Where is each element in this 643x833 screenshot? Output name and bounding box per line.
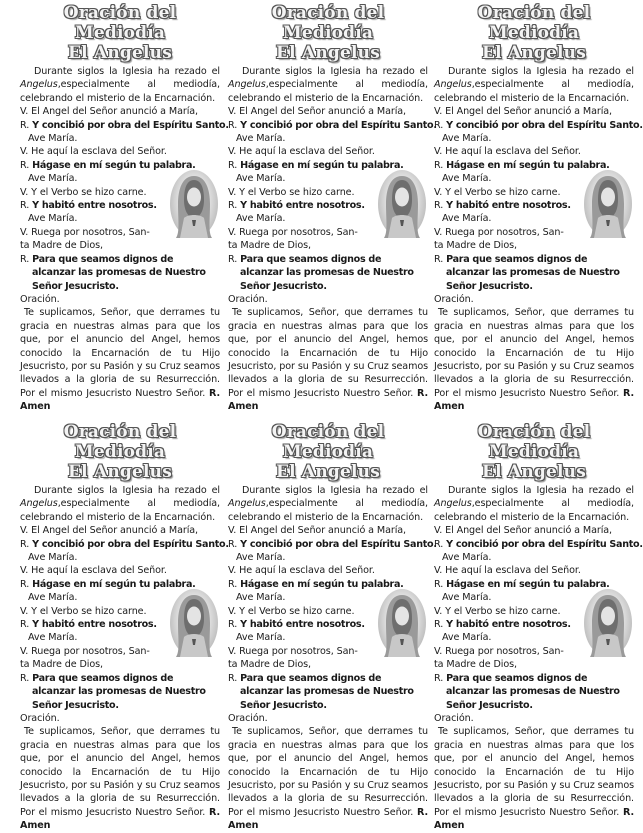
closing-prayer <box>228 725 428 832</box>
response-4-end <box>20 280 220 293</box>
response-text: alcanzar las promesas de Nuestro <box>446 267 620 279</box>
versicle-1: V. El Angel del Señor anunció a María, <box>20 106 198 118</box>
response-prefix: R. <box>434 119 444 131</box>
response-text: alcanzar las promesas de Nuestro <box>240 686 414 698</box>
intro-angelus-word: Angelus <box>20 79 58 91</box>
response-text: Y habitó entre nosotros. <box>240 619 365 631</box>
response-text: Para que seamos dignos de <box>240 253 382 265</box>
versicle-4-cont: ta Madre de Dios, <box>434 659 517 671</box>
intro-text-end: ,especialmente al mediodía, celebrando el misterio de la Encarnación. <box>434 79 634 104</box>
ave-maria-2: Ave María. <box>442 592 492 604</box>
oracion-heading: Oración. <box>228 293 268 305</box>
response-1 <box>434 538 643 551</box>
virgin-mary-icon <box>170 589 218 657</box>
versicle-4: V. Ruega por nosotros, San- <box>20 226 150 238</box>
intro-text-end: ,especialmente al mediodía, celebrando el misterio de la Encarnación. <box>228 498 428 523</box>
versicle-2: V. He aquí la esclava del Señor. <box>20 565 167 577</box>
closing-prayer <box>20 725 220 832</box>
prayer-text: Te suplicamos, Señor, que derrames tu gracia en nuestras almas para que los que, por el anuncio del Angel, hemos conocido la Encarnación de tu Hijo Jesucristo, por su Pasión y su Cruz seamos llevados a la gloria de su Resurrección. Por el mismo Jesucristo Nuestro Señor. <box>20 726 220 818</box>
prayer-card <box>228 3 437 413</box>
response-prefix: R. <box>20 578 30 590</box>
response-4 <box>228 672 428 685</box>
ave-maria-2: Ave María. <box>442 173 492 185</box>
prayer-text: Te suplicamos, Señor, que derrames tu gracia en nuestras almas para que los que, por el anuncio del Angel, hemos conocido la Encarnación de tu Hijo Jesucristo, por su Pasión y su Cruz seamos llevados a la gloria de su Resurrección. Por el mismo Jesucristo Nuestro Señor. <box>228 307 428 399</box>
ave-maria-1: Ave María. <box>442 133 492 145</box>
versicle-2: V. He aquí la esclava del Señor. <box>434 565 581 577</box>
ave-maria-1: Ave María. <box>236 552 286 564</box>
versicle-3: V. Y el Verbo se hizo carne. <box>20 186 147 198</box>
prayer-card <box>434 3 643 413</box>
intro-paragraph <box>434 65 634 105</box>
response-text: Señor Jesucristo. <box>240 699 327 711</box>
ave-maria-3: Ave María. <box>442 213 492 225</box>
card-title: Oración del Mediodía <box>63 3 177 43</box>
intro-text: Durante siglos la Iglesia ha rezado el <box>242 66 428 77</box>
response-text: Para que seamos dignos de <box>32 253 174 265</box>
response-1 <box>20 119 229 132</box>
response-prefix: R. <box>228 253 238 265</box>
response-prefix: R. <box>228 159 238 171</box>
card-subtitle: El Angelus <box>276 43 380 63</box>
response-4-cont <box>20 685 220 698</box>
intro-paragraph <box>434 484 634 524</box>
ave-maria-2: Ave María. <box>28 592 78 604</box>
closing-prayer <box>20 306 220 413</box>
intro-paragraph <box>228 484 428 524</box>
response-1 <box>228 538 437 551</box>
response-text: Y habitó entre nosotros. <box>32 200 157 212</box>
versicle-4-cont: ta Madre de Dios, <box>434 240 517 252</box>
response-text: Señor Jesucristo. <box>446 280 533 292</box>
intro-angelus-word: Angelus <box>20 498 58 510</box>
closing-prayer <box>228 306 428 413</box>
response-1 <box>20 538 229 551</box>
versicle-2: V. He aquí la esclava del Señor. <box>434 146 581 158</box>
card-subtitle: El Angelus <box>482 43 586 63</box>
response-text: Hágase en mí según tu palabra. <box>240 159 404 171</box>
versicle-1: V. El Angel del Señor anunció a María, <box>228 106 406 118</box>
intro-paragraph <box>228 65 428 105</box>
response-text: Señor Jesucristo. <box>240 280 327 292</box>
amen-response: R. Amen <box>434 806 635 832</box>
response-prefix: R. <box>434 200 444 212</box>
response-4 <box>20 253 220 266</box>
virgin-mary-icon <box>584 170 632 238</box>
response-4 <box>228 253 428 266</box>
intro-text-end: ,especialmente al mediodía, celebrando el misterio de la Encarnación. <box>434 498 634 523</box>
response-4-cont <box>434 685 634 698</box>
versicle-4: V. Ruega por nosotros, San- <box>20 645 150 657</box>
oracion-heading: Oración. <box>434 712 474 724</box>
ave-maria-2: Ave María. <box>236 173 286 185</box>
intro-paragraph <box>20 65 220 105</box>
versicle-2: V. He aquí la esclava del Señor. <box>228 146 375 158</box>
intro-text: Durante siglos la Iglesia ha rezado el <box>242 485 428 496</box>
response-text: Y habitó entre nosotros. <box>32 619 157 631</box>
response-text: Hágase en mí según tu palabra. <box>32 578 196 590</box>
response-4 <box>434 253 634 266</box>
response-text: Y habitó entre nosotros. <box>446 200 571 212</box>
response-text: Hágase en mí según tu palabra. <box>446 159 610 171</box>
amen-response: R. Amen <box>20 387 221 413</box>
virgin-mary-image <box>378 589 426 657</box>
response-prefix: R. <box>20 672 30 684</box>
amen-response: R. Amen <box>20 806 221 832</box>
prayer-card <box>434 422 643 832</box>
versicle-3: V. Y el Verbo se hizo carne. <box>434 186 561 198</box>
response-4 <box>434 672 634 685</box>
response-text: Para que seamos dignos de <box>446 672 588 684</box>
card-subtitle: El Angelus <box>68 43 172 63</box>
response-4-end <box>228 699 428 712</box>
ave-maria-3: Ave María. <box>442 632 492 644</box>
intro-angelus-word: Angelus <box>434 79 472 91</box>
card-title: Oración del Mediodía <box>271 422 385 462</box>
versicle-3: V. Y el Verbo se hizo carne. <box>228 186 355 198</box>
response-prefix: R. <box>228 119 238 131</box>
ave-maria-2: Ave María. <box>28 173 78 185</box>
versicle-4-cont: ta Madre de Dios, <box>228 240 311 252</box>
response-text: alcanzar las promesas de Nuestro <box>240 267 414 279</box>
response-text: Señor Jesucristo. <box>32 699 119 711</box>
prayer-text: Te suplicamos, Señor, que derrames tu gracia en nuestras almas para que los que, por el anuncio del Angel, hemos conocido la Encarnación de tu Hijo Jesucristo, por su Pasión y su Cruz seamos llevados a la gloria de su Resurrección. Por el mismo Jesucristo Nuestro Señor. <box>434 726 634 818</box>
response-text: Y concibió por obra del Espíritu Santo. <box>240 538 437 550</box>
ave-maria-3: Ave María. <box>28 213 78 225</box>
versicle-2: V. He aquí la esclava del Señor. <box>20 146 167 158</box>
versicle-4: V. Ruega por nosotros, San- <box>434 226 564 238</box>
response-text: alcanzar las promesas de Nuestro <box>32 686 206 698</box>
virgin-mary-image <box>584 170 632 238</box>
versicle-4: V. Ruega por nosotros, San- <box>228 645 358 657</box>
response-text: Hágase en mí según tu palabra. <box>446 578 610 590</box>
versicle-2: V. He aquí la esclava del Señor. <box>228 565 375 577</box>
amen-response: R. Amen <box>434 387 635 413</box>
virgin-mary-image <box>170 589 218 657</box>
ave-maria-3: Ave María. <box>236 632 286 644</box>
card-subtitle: El Angelus <box>276 462 380 482</box>
oracion-heading: Oración. <box>434 293 474 305</box>
response-text: Y concibió por obra del Espíritu Santo. <box>240 119 437 131</box>
response-text: Para que seamos dignos de <box>32 672 174 684</box>
response-4-cont <box>434 266 634 279</box>
response-prefix: R. <box>228 578 238 590</box>
ave-maria-1: Ave María. <box>442 552 492 564</box>
prayer-card <box>20 422 229 832</box>
versicle-4-cont: ta Madre de Dios, <box>20 659 103 671</box>
response-text: Para que seamos dignos de <box>240 672 382 684</box>
intro-paragraph <box>20 484 220 524</box>
response-prefix: R. <box>434 672 444 684</box>
versicle-3: V. Y el Verbo se hizo carne. <box>20 605 147 617</box>
response-4 <box>20 672 220 685</box>
response-prefix: R. <box>228 200 238 212</box>
response-prefix: R. <box>434 578 444 590</box>
response-prefix: R. <box>228 538 238 550</box>
virgin-mary-image <box>378 170 426 238</box>
response-4-end <box>434 280 634 293</box>
response-prefix: R. <box>228 672 238 684</box>
virgin-mary-icon <box>378 589 426 657</box>
response-text: Hágase en mí según tu palabra. <box>240 578 404 590</box>
ave-maria-3: Ave María. <box>236 213 286 225</box>
versicle-1: V. El Angel del Señor anunció a María, <box>20 525 198 537</box>
prayer-card <box>20 3 229 413</box>
response-prefix: R. <box>20 538 30 550</box>
versicle-4: V. Ruega por nosotros, San- <box>434 645 564 657</box>
intro-text-end: ,especialmente al mediodía, celebrando el misterio de la Encarnación. <box>228 79 428 104</box>
oracion-heading: Oración. <box>20 293 60 305</box>
response-text: Señor Jesucristo. <box>32 280 119 292</box>
amen-response: R. Amen <box>228 806 429 832</box>
virgin-mary-icon <box>170 170 218 238</box>
response-prefix: R. <box>434 159 444 171</box>
prayer-text: Te suplicamos, Señor, que derrames tu gracia en nuestras almas para que los que, por el anuncio del Angel, hemos conocido la Encarnación de tu Hijo Jesucristo, por su Pasión y su Cruz seamos llevados a la gloria de su Resurrección. Por el mismo Jesucristo Nuestro Señor. <box>228 726 428 818</box>
oracion-heading: Oración. <box>228 712 268 724</box>
response-text: alcanzar las promesas de Nuestro <box>446 686 620 698</box>
response-4-end <box>434 699 634 712</box>
response-text: Y concibió por obra del Espíritu Santo. <box>32 538 229 550</box>
ave-maria-1: Ave María. <box>236 133 286 145</box>
response-1 <box>434 119 643 132</box>
response-text: alcanzar las promesas de Nuestro <box>32 267 206 279</box>
response-4-cont <box>20 266 220 279</box>
prayer-text: Te suplicamos, Señor, que derrames tu gracia en nuestras almas para que los que, por el anuncio del Angel, hemos conocido la Encarnación de tu Hijo Jesucristo, por su Pasión y su Cruz seamos llevados a la gloria de su Resurrección. Por el mismo Jesucristo Nuestro Señor. <box>20 307 220 399</box>
amen-response: R. Amen <box>228 387 429 413</box>
response-text: Y concibió por obra del Espíritu Santo. <box>446 538 643 550</box>
intro-text: Durante siglos la Iglesia ha rezado el <box>34 485 220 496</box>
response-prefix: R. <box>434 253 444 265</box>
prayer-card <box>228 422 437 832</box>
response-prefix: R. <box>20 200 30 212</box>
card-title: Oración del Mediodía <box>63 422 177 462</box>
response-4-end <box>20 699 220 712</box>
closing-prayer <box>434 725 634 832</box>
versicle-3: V. Y el Verbo se hizo carne. <box>228 605 355 617</box>
intro-text: Durante siglos la Iglesia ha rezado el <box>448 66 634 77</box>
prayer-text: Te suplicamos, Señor, que derrames tu gracia en nuestras almas para que los que, por el anuncio del Angel, hemos conocido la Encarnación de tu Hijo Jesucristo, por su Pasión y su Cruz seamos llevados a la gloria de su Resurrección. Por el mismo Jesucristo Nuestro Señor. <box>434 307 634 399</box>
intro-text: Durante siglos la Iglesia ha rezado el <box>34 66 220 77</box>
response-text: Y habitó entre nosotros. <box>240 200 365 212</box>
card-subtitle: El Angelus <box>482 462 586 482</box>
response-text: Y habitó entre nosotros. <box>446 619 571 631</box>
intro-text: Durante siglos la Iglesia ha rezado el <box>448 485 634 496</box>
versicle-1: V. El Angel del Señor anunció a María, <box>228 525 406 537</box>
response-4-end <box>228 280 428 293</box>
versicle-4-cont: ta Madre de Dios, <box>228 659 311 671</box>
versicle-3: V. Y el Verbo se hizo carne. <box>434 605 561 617</box>
virgin-mary-icon <box>584 589 632 657</box>
intro-angelus-word: Angelus <box>434 498 472 510</box>
oracion-heading: Oración. <box>20 712 60 724</box>
response-text: Y concibió por obra del Espíritu Santo. <box>446 119 643 131</box>
ave-maria-1: Ave María. <box>28 552 78 564</box>
response-text: Y concibió por obra del Espíritu Santo. <box>32 119 229 131</box>
card-subtitle: El Angelus <box>68 462 172 482</box>
virgin-mary-image <box>170 170 218 238</box>
card-title: Oración del Mediodía <box>477 422 591 462</box>
closing-prayer <box>434 306 634 413</box>
response-prefix: R. <box>20 159 30 171</box>
versicle-4: V. Ruega por nosotros, San- <box>228 226 358 238</box>
card-title: Oración del Mediodía <box>271 3 385 43</box>
virgin-mary-icon <box>378 170 426 238</box>
versicle-4-cont: ta Madre de Dios, <box>20 240 103 252</box>
ave-maria-1: Ave María. <box>28 133 78 145</box>
response-prefix: R. <box>20 619 30 631</box>
ave-maria-3: Ave María. <box>28 632 78 644</box>
ave-maria-2: Ave María. <box>236 592 286 604</box>
card-title: Oración del Mediodía <box>477 3 591 43</box>
response-1 <box>228 119 437 132</box>
response-prefix: R. <box>20 119 30 131</box>
response-text: Señor Jesucristo. <box>446 699 533 711</box>
response-text: Para que seamos dignos de <box>446 253 588 265</box>
virgin-mary-image <box>584 589 632 657</box>
response-prefix: R. <box>228 619 238 631</box>
response-prefix: R. <box>434 538 444 550</box>
intro-text-end: ,especialmente al mediodía, celebrando el misterio de la Encarnación. <box>20 498 220 523</box>
intro-text-end: ,especialmente al mediodía, celebrando el misterio de la Encarnación. <box>20 79 220 104</box>
intro-angelus-word: Angelus <box>228 498 266 510</box>
versicle-1: V. El Angel del Señor anunció a María, <box>434 525 612 537</box>
versicle-1: V. El Angel del Señor anunció a María, <box>434 106 612 118</box>
response-text: Hágase en mí según tu palabra. <box>32 159 196 171</box>
response-prefix: R. <box>20 253 30 265</box>
response-4-cont <box>228 266 428 279</box>
response-4-cont <box>228 685 428 698</box>
response-prefix: R. <box>434 619 444 631</box>
intro-angelus-word: Angelus <box>228 79 266 91</box>
